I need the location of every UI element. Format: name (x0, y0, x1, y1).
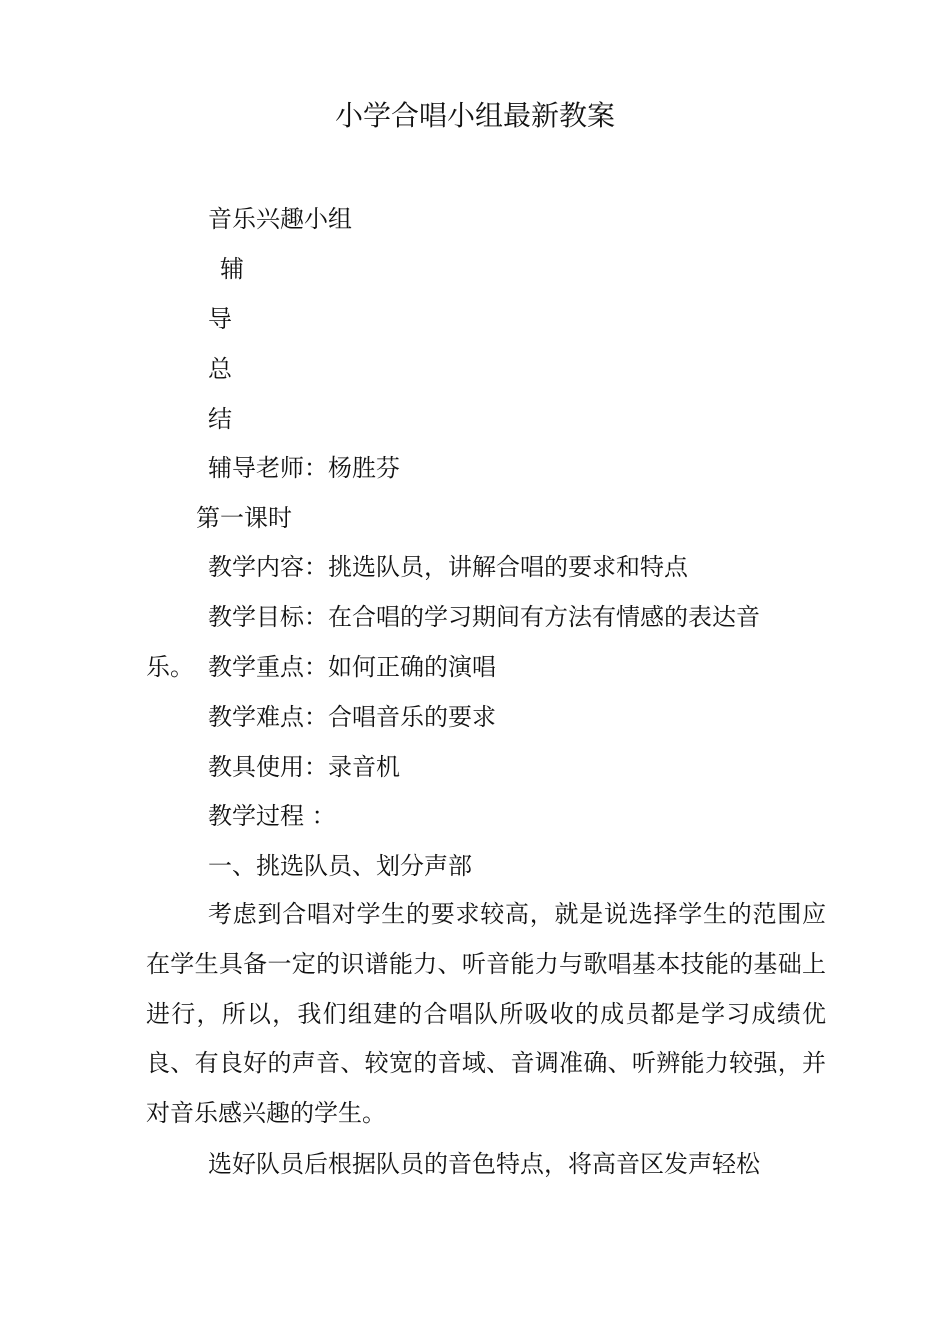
teaching-key-point-line: 教学重点：如何正确的演唱 (208, 653, 496, 681)
teaching-goal-continuation: 乐。 (146, 653, 194, 681)
teaching-content-line: 教学内容：挑选队员，讲解合唱的要求和特点 (208, 553, 688, 581)
vertical-char-4: 结 (208, 405, 232, 433)
lesson-heading: 第一课时 (196, 504, 292, 532)
teaching-difficulty-line: 教学难点：合唱音乐的要求 (208, 703, 496, 731)
vertical-char-2: 导 (208, 305, 232, 333)
section-heading-1: 一、挑选队员、划分声部 (208, 852, 472, 880)
teaching-tools-line: 教具使用：录音机 (208, 753, 400, 781)
document-title: 小学合唱小组最新教案 (334, 99, 615, 132)
body-paragraph-1: 考虑到合唱对学生的要求较高，就是说选择学生的范围应在学生具备一定的识谱能力、听音能力与歌唱基本技能的基础上进行，所以，我们组建的合唱队所吸收的成员都是学习成绩优良、有良好的声音、较宽的音域、音调准确、听辨能力较强，并对音乐感兴趣的学生。 (146, 900, 826, 1128)
teacher-line: 辅导老师：杨胜芬 (208, 454, 400, 482)
group-name-line: 音乐兴趣小组 (208, 205, 352, 233)
teaching-goal-line: 教学目标：在合唱的学习期间有方法有情感的表达音 (208, 603, 760, 631)
vertical-char-1: 辅 (220, 255, 244, 283)
vertical-char-3: 总 (208, 355, 232, 383)
body-paragraph-2: 选好队员后根据队员的音色特点，将高音区发声轻松 (208, 1150, 760, 1178)
teaching-process-line: 教学过程 ： (208, 802, 336, 830)
